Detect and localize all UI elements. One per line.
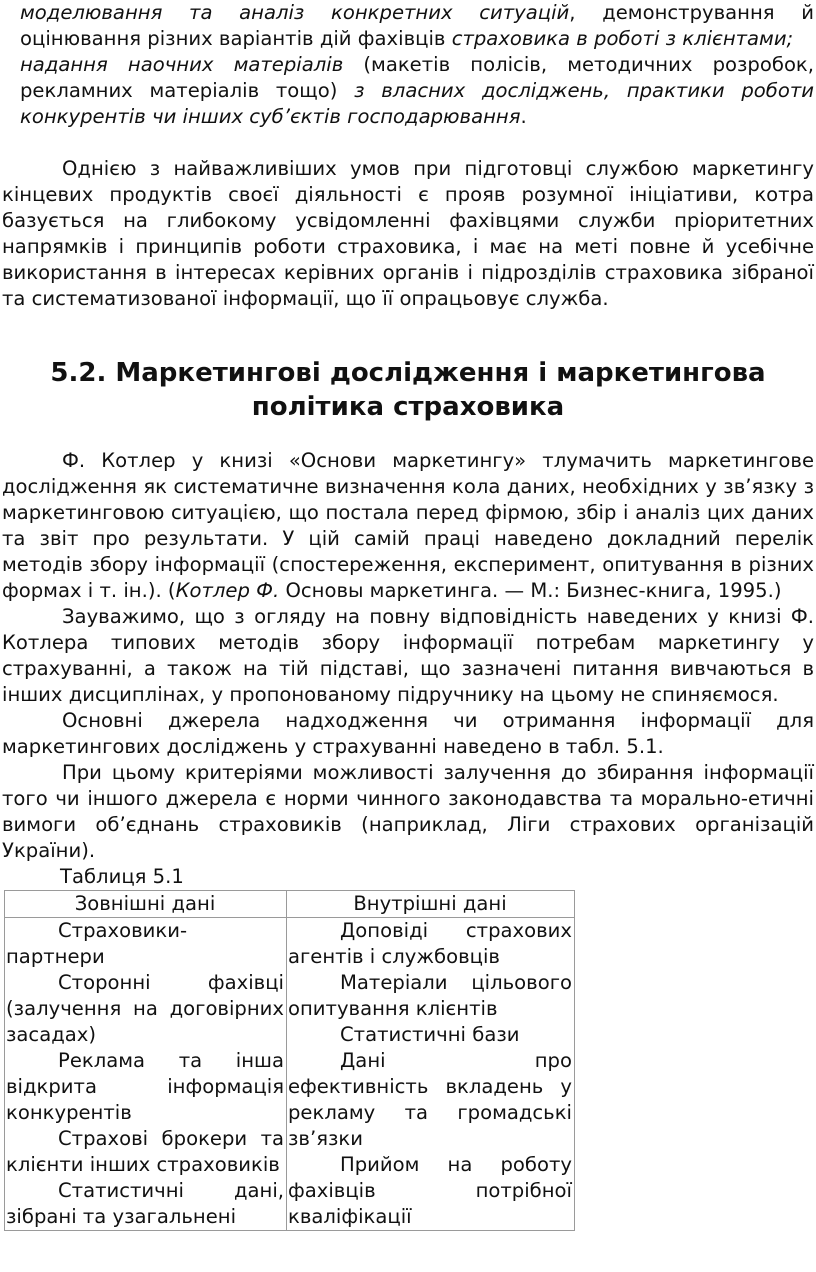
internal-sources-cell xyxy=(287,918,575,1231)
list-item: Страхові брокери та клієнти інших страховиків xyxy=(6,1127,284,1176)
intro-list-item xyxy=(2,52,814,130)
intro-list-item xyxy=(2,0,814,52)
list-item: Страховики-партнери xyxy=(6,919,188,968)
intro-item2-italic-a: надання наочних матеріалів xyxy=(20,53,344,76)
column-header-external: Зовнішні дані xyxy=(5,891,287,918)
intro-item2-italic-b: з власних досліджень, практики роботи конкурентів чи інших суб’єктів господарювання xyxy=(20,79,814,128)
citation-author: Котлер Ф. xyxy=(175,579,280,602)
list-item: Сторонні фахівці (залучення на договірних засадах) xyxy=(6,971,284,1046)
section-heading-line2: політика страховика xyxy=(251,392,565,422)
paragraph-4: Основні джерела надходження чи отримання інформації для маркетингових досліджень у страхуванні наведено в табл. 5.1. xyxy=(2,709,814,758)
list-item: Дані про ефективність вкладень у рекламу та громадські зв’язки xyxy=(288,1049,572,1150)
list-item: Статистичні бази xyxy=(340,1023,520,1046)
paragraph-2-text: Ф. Котлер у книзі «Основи маркетингу» тлумачить маркетингове дослідження як систематичне визначення кола даних, необхідних у зв’язку з маркетинговою ситуацією, що постала перед фірмою, збір і аналіз цих даних та звіт про результати. У цій самій праці наведено докладний перелік методів збору інформації (спостереження, експеримент, опитування в різних формах і т. ін.). ( xyxy=(2,449,814,602)
intro-item1-italic-a: моделювання та аналіз конкретних ситуацій xyxy=(20,1,570,24)
sources-table xyxy=(4,890,575,1231)
paragraph-5: При цьому критеріями можливості залучення до збирання інформації того чи іншого джерела є норми чинного законодавства та морально-етичні вимоги об’єднань страховиків (наприклад, Ліги страхових організацій України). xyxy=(2,761,814,862)
list-item: Матеріали цільового опитування клієнтів xyxy=(288,971,572,1020)
section-heading xyxy=(2,356,814,424)
paragraph-2 xyxy=(2,448,814,604)
paragraph-1: Однією з найважливіших умов при підготовці службою маркетингу кінцевих продуктів своєї діяльності є прояв розумної ініціативи, котра базується на глибокому усвідомленні фахівцями служби пріоритетних напрямків і принципів роботи страховика, і має на меті повне й усебічне використання в інтересах керівних органів і підрозділів страховика зібраної та систематизованої інформації, що її опрацьовує служба. xyxy=(2,157,814,310)
table-row xyxy=(5,918,575,1231)
intro-item2-plain-b: . xyxy=(520,105,527,128)
spacer xyxy=(2,130,814,156)
spacer xyxy=(2,424,814,448)
table-caption: Таблиця 5.1 xyxy=(60,865,184,888)
external-sources-cell xyxy=(5,918,287,1231)
spacer xyxy=(2,312,814,356)
list-item: Реклама та інша відкрита інформація конкурентів xyxy=(6,1049,284,1124)
intro-item2-plain-a: (макетів полісів, методичних розробок, рекламних матеріалів тощо) xyxy=(20,53,814,102)
intro-item1-plain-a: , демонстрування й оцінювання різних варіантів дій фахівців xyxy=(20,1,814,50)
list-item: Статистичні дані, зібрані та узагальнені xyxy=(6,1179,284,1228)
section-heading-line1: 5.2. Маркетингові дослідження і маркетингова xyxy=(50,358,766,388)
intro-item1-italic-b: страховика в роботі з клієнтами; xyxy=(451,27,794,50)
paragraph-3: Зауважимо, що з огляду на повну відповідність наведених у книзі Ф. Котлера типових методів збору інформації потребам маркетингу у страхуванні, а також на тій підставі, що зазначені питання вивчаються в інших дисциплінах, у пропонованому підручнику на цьому не спиняємося. xyxy=(2,605,814,706)
list-item: Доповіді страхових агентів і службовців xyxy=(288,919,572,968)
column-header-internal: Внутрішні дані xyxy=(287,891,575,918)
table-header-row xyxy=(5,891,575,918)
citation-rest: Основы маркетинга. — М.: Бизнес-книга, 1995.) xyxy=(279,579,782,602)
list-item: Прийом на роботу фахівців потрібної кваліфікації xyxy=(288,1153,572,1228)
